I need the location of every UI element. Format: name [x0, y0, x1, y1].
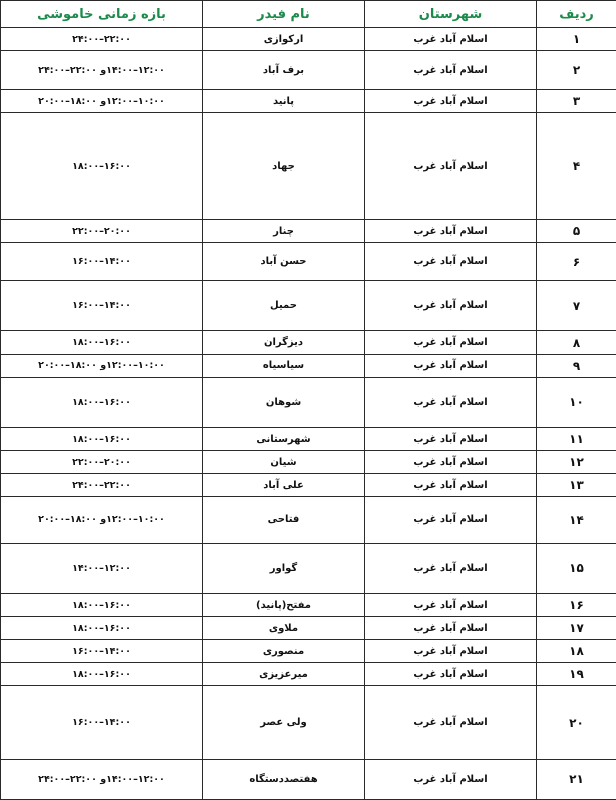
feeder-name-cell: شوهان [203, 377, 365, 427]
table-row [1, 640, 616, 663]
feeder-name-cell: دیزگران [203, 331, 365, 354]
feeder-name-cell: شیان [203, 451, 365, 474]
feeder-name-cell: میرعزیزی [203, 663, 365, 686]
row-number-cell: ۱۷ [537, 617, 616, 640]
blackout-time-cell: ۲۰:۰۰–۲۲:۰۰ [1, 220, 203, 243]
header-time-range: بازه زمانی خاموشی [1, 1, 203, 28]
blackout-time-cell: ۱۲:۰۰–۱۴:۰۰و ۲۲:۰۰–۲۴:۰۰ [1, 759, 203, 799]
table-row [1, 593, 616, 616]
table-row [1, 377, 616, 427]
blackout-time-cell: ۱۴:۰۰–۱۶:۰۰ [1, 686, 203, 760]
city-cell: اسلام آباد غرب [365, 51, 537, 90]
city-cell: اسلام آباد غرب [365, 281, 537, 331]
city-cell: اسلام آباد غرب [365, 543, 537, 593]
feeder-name-cell: سیاسیاه [203, 354, 365, 377]
table-row [1, 617, 616, 640]
feeder-name-cell: حسن آباد [203, 243, 365, 281]
row-number-cell: ۶ [537, 243, 616, 281]
blackout-time-cell: ۱۶:۰۰–۱۸:۰۰ [1, 617, 203, 640]
table-row [1, 51, 616, 90]
blackout-time-cell: ۱۴:۰۰–۱۶:۰۰ [1, 243, 203, 281]
table-row [1, 543, 616, 593]
blackout-time-cell: ۲۰:۰۰–۲۲:۰۰ [1, 451, 203, 474]
city-cell: اسلام آباد غرب [365, 113, 537, 220]
blackout-time-cell: ۱۶:۰۰–۱۸:۰۰ [1, 428, 203, 451]
row-number-cell: ۸ [537, 331, 616, 354]
city-cell: اسلام آباد غرب [365, 474, 537, 497]
row-number-cell: ۱۹ [537, 663, 616, 686]
blackout-time-cell: ۱۶:۰۰–۱۸:۰۰ [1, 113, 203, 220]
city-cell: اسلام آباد غرب [365, 377, 537, 427]
table-row [1, 451, 616, 474]
row-number-cell: ۳ [537, 89, 616, 112]
table-row [1, 89, 616, 112]
feeder-name-cell: برف آباد [203, 51, 365, 90]
row-number-cell: ۱۰ [537, 377, 616, 427]
feeder-name-cell: شهرستانی [203, 428, 365, 451]
table-row [1, 220, 616, 243]
city-cell: اسلام آباد غرب [365, 759, 537, 799]
row-number-cell: ۱۸ [537, 640, 616, 663]
city-cell: اسلام آباد غرب [365, 640, 537, 663]
row-number-cell: ۲۰ [537, 686, 616, 760]
row-number-cell: ۲ [537, 51, 616, 90]
city-cell: اسلام آباد غرب [365, 451, 537, 474]
table-row [1, 113, 616, 220]
row-number-cell: ۱۶ [537, 593, 616, 616]
row-number-cell: ۱۲ [537, 451, 616, 474]
row-number-cell: ۵ [537, 220, 616, 243]
table-row [1, 663, 616, 686]
row-number-cell: ۱۵ [537, 543, 616, 593]
row-number-cell: ۱۳ [537, 474, 616, 497]
feeder-name-cell: منصوری [203, 640, 365, 663]
blackout-time-cell: ۲۲:۰۰–۲۴:۰۰ [1, 28, 203, 51]
blackout-time-cell: ۱۴:۰۰–۱۶:۰۰ [1, 640, 203, 663]
feeder-name-cell: ولی عصر [203, 686, 365, 760]
blackout-time-cell: ۱۲:۰۰–۱۴:۰۰و ۲۲:۰۰–۲۴:۰۰ [1, 51, 203, 90]
city-cell: اسلام آباد غرب [365, 663, 537, 686]
city-cell: اسلام آباد غرب [365, 28, 537, 51]
feeder-name-cell: فتاحی [203, 497, 365, 543]
table-header-row [1, 1, 616, 28]
blackout-time-cell: ۱۶:۰۰–۱۸:۰۰ [1, 377, 203, 427]
city-cell: اسلام آباد غرب [365, 331, 537, 354]
table-row [1, 28, 616, 51]
feeder-name-cell: حمیل [203, 281, 365, 331]
table-row [1, 428, 616, 451]
blackout-time-cell: ۱۲:۰۰–۱۴:۰۰ [1, 543, 203, 593]
row-number-cell: ۴ [537, 113, 616, 220]
city-cell: اسلام آباد غرب [365, 686, 537, 760]
feeder-name-cell: ارکوازی [203, 28, 365, 51]
table-row [1, 243, 616, 281]
feeder-name-cell: مفتح(پانید) [203, 593, 365, 616]
city-cell: اسلام آباد غرب [365, 354, 537, 377]
header-row-number: ردیف [537, 1, 616, 28]
city-cell: اسلام آباد غرب [365, 617, 537, 640]
blackout-time-cell: ۲۲:۰۰–۲۴:۰۰ [1, 474, 203, 497]
feeder-name-cell: جهاد [203, 113, 365, 220]
feeder-name-cell: پانید [203, 89, 365, 112]
table-row [1, 497, 616, 543]
city-cell: اسلام آباد غرب [365, 89, 537, 112]
blackout-time-cell: ۱۰:۰۰–۱۲:۰۰و ۱۸:۰۰–۲۰:۰۰ [1, 497, 203, 543]
table-row [1, 474, 616, 497]
feeder-name-cell: هفتصددستگاه [203, 759, 365, 799]
city-cell: اسلام آباد غرب [365, 428, 537, 451]
table-row [1, 331, 616, 354]
city-cell: اسلام آباد غرب [365, 243, 537, 281]
blackout-time-cell: ۱۶:۰۰–۱۸:۰۰ [1, 331, 203, 354]
blackout-time-cell: ۱۰:۰۰–۱۲:۰۰و ۱۸:۰۰–۲۰:۰۰ [1, 89, 203, 112]
blackout-time-cell: ۱۴:۰۰–۱۶:۰۰ [1, 281, 203, 331]
table-row [1, 354, 616, 377]
feeder-name-cell: چنار [203, 220, 365, 243]
row-number-cell: ۲۱ [537, 759, 616, 799]
table-row [1, 686, 616, 760]
feeder-name-cell: علی آباد [203, 474, 365, 497]
row-number-cell: ۷ [537, 281, 616, 331]
table-row [1, 281, 616, 331]
city-cell: اسلام آباد غرب [365, 497, 537, 543]
header-city: شهرستان [365, 1, 537, 28]
feeder-name-cell: ملاوی [203, 617, 365, 640]
blackout-time-cell: ۱۰:۰۰–۱۲:۰۰و ۱۸:۰۰–۲۰:۰۰ [1, 354, 203, 377]
row-number-cell: ۱۱ [537, 428, 616, 451]
row-number-cell: ۹ [537, 354, 616, 377]
header-feeder: نام فیدر [203, 1, 365, 28]
city-cell: اسلام آباد غرب [365, 220, 537, 243]
table-row [1, 759, 616, 799]
row-number-cell: ۱۴ [537, 497, 616, 543]
feeder-name-cell: گواور [203, 543, 365, 593]
blackout-time-cell: ۱۶:۰۰–۱۸:۰۰ [1, 663, 203, 686]
row-number-cell: ۱ [537, 28, 616, 51]
city-cell: اسلام آباد غرب [365, 593, 537, 616]
blackout-time-cell: ۱۶:۰۰–۱۸:۰۰ [1, 593, 203, 616]
